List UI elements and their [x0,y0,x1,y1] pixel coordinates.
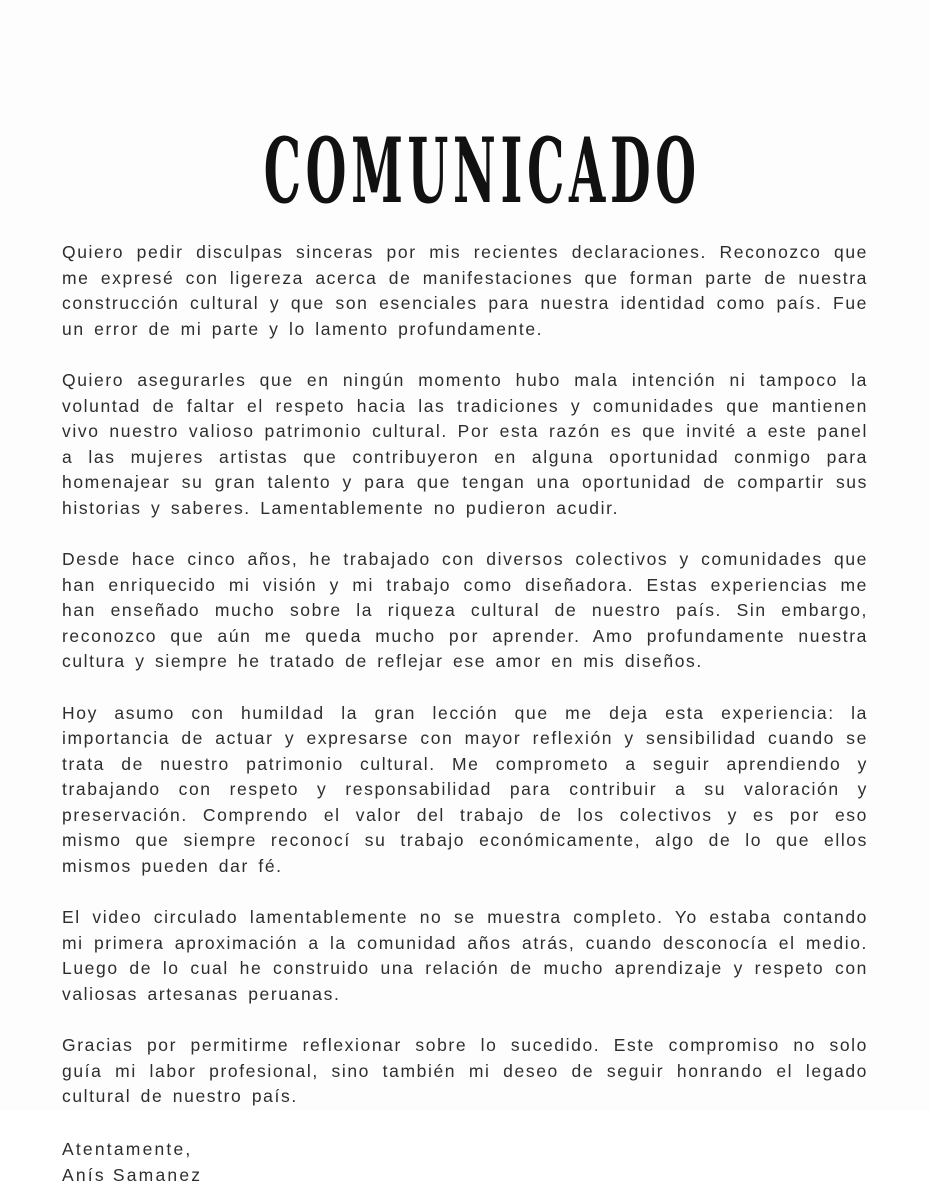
closing-block [62,1136,868,1188]
paragraph-video: El video circulado lamentablemente no se muestra completo. Yo estaba contando mi primera aproximación a la comunidad años atrás, cuando desconocía el medio. Luego de lo cual he construido una relación de mucho aprendizaje y respeto con valiosas artesanas peruanas. [62,907,868,1004]
paragraph-experience: Desde hace cinco años, he trabajado con diversos colectivos y comunidades que han enriquecido mi visión y mi trabajo como diseñadora. Estas experiencias me han enseñado mucho sobre la riqueza cultural de nuestro país. Sin embargo, reconozco que aún me queda mucho por aprender. Amo profundamente nuestra cultura y siempre he tratado de reflejar ese amor en mis diseños. [62,549,868,671]
closing-salutation: Atentamente, [62,1138,193,1159]
paragraph-intent: Quiero asegurarles que en ningún momento hubo mala intención ni tampoco la voluntad de faltar el respeto hacia las tradiciones y comunidades que mantienen vivo nuestro valioso patrimonio cultural. Por esta razón es que invité a este panel a las mujeres artistas que contribuyeron en alguna oportunidad conmigo para homenajear su gran talento y para que tengan una oportunidad de compartir sus historias y saberes. Lamentablemente no pudieron acudir. [62,370,868,518]
statement-content [62,0,868,1188]
closing-signature: Anís Samanez [62,1164,203,1185]
paragraph-thanks: Gracias por permitirme reflexionar sobre lo sucedido. Este compromiso no solo guía mi labor profesional, sino también mi deseo de seguir honrando el legado cultural de nuestro país. [62,1035,868,1106]
statement-title-wrap [62,118,868,224]
statement-title: COMUNICADO [263,118,701,224]
paragraph-apology: Quiero pedir disculpas sinceras por mis recientes declaraciones. Reconozco que me expresé con ligereza acerca de manifestaciones que forman parte de nuestra construcción cultural y que son esenciales para nuestra identidad como país. Fue un error de mi parte y lo lamento profundamente. [62,242,868,339]
paragraph-lesson: Hoy asumo con humildad la gran lección que me deja esta experiencia: la importancia de actuar y expresarse con mayor reflexión y sensibilidad cuando se trata de nuestro patrimonio cultural. Me comprometo a seguir aprendiendo y trabajando con respeto y responsabilidad para contribuir a su valoración y preservación. Comprendo el valor del trabajo de los colectivos y es por eso mismo que siempre reconocí su trabajo económicamente, algo de lo que ellos mismos pueden dar fé. [62,702,868,876]
